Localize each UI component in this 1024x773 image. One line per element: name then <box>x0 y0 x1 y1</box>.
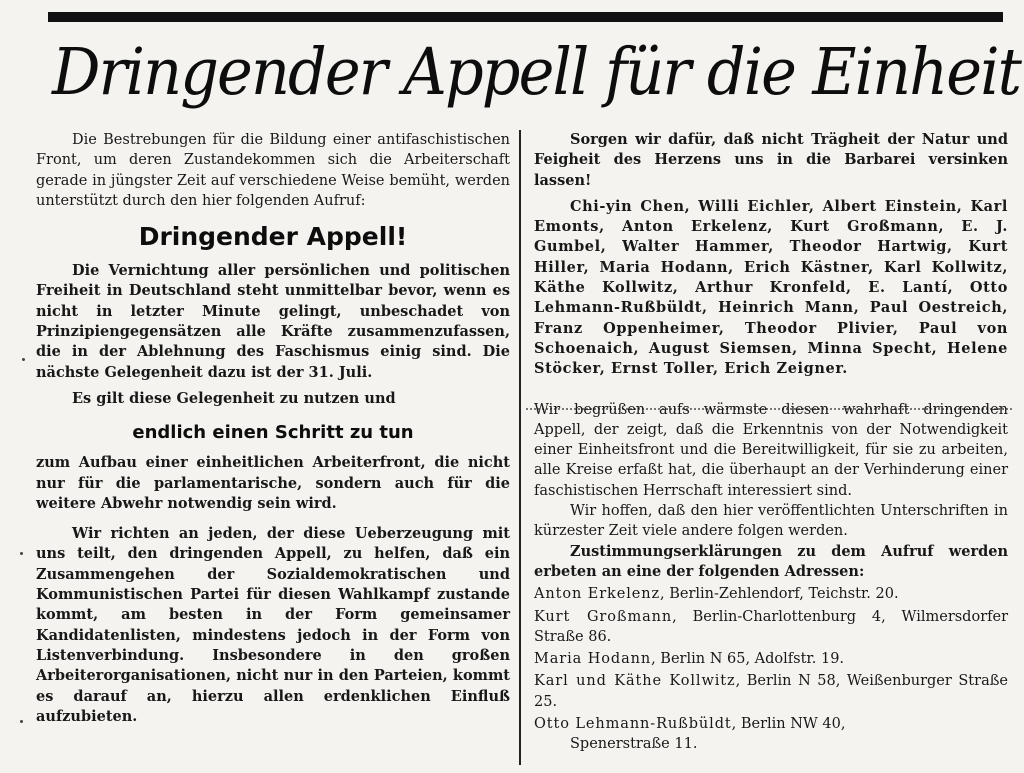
address-line: , Berlin N 58, Weißenburger Straße 25. <box>534 673 1008 710</box>
appeal-paragraph-1: Die Vernichtung aller persönlichen und politischen Freiheit in Deutschland steht unmittelbar bevor, wenn es nicht in letzter Minute gelingt, unbeschadet von Prinzipiengegensätzen alle Kräfte zusammenzufassen, die in der Ablehnung des Faschismus einig sind. Die nächste Gelegenheit dazu ist der 31. Juli. <box>36 262 510 381</box>
address-item <box>534 584 1008 604</box>
appeal-paragraph-3: zum Aufbau einer einheitlichen Arbeiterfront, die nicht nur für die parlamentarische, sondern auch für die weitere Abwehr notwendig sein wird. <box>36 454 510 512</box>
appeal-paragraph-2: Es gilt diese Gelegenheit zu nutzen und <box>72 389 396 407</box>
hope-paragraph: Wir hoffen, daß den hier veröffentlichten Unterschriften in kürzester Zeit viele andere folgen werden. <box>534 503 1008 540</box>
address-line: , Berlin-Zehlendorf, Teichstr. 20. <box>660 586 899 603</box>
appeal-paragraph-4: Wir richten an jeden, der diese Ueberzeugung mit uns teilt, den dringenden Appell, zu helfen, daß ein Zusammengehen der Sozialdemokratischen und Kommunistischen Partei für diesen Wahlkampf zustande kommt, am besten in der Form gemeinsamer Kandidatenlisten, mindestens jedoch in der Form von Listenverbindung. Insbesondere in den großen Arbeiterorganisationen, nicht nur in den Parteien, kommt es darauf an, hierzu allen erdenklichen Einfluß aufzubieten. <box>36 525 510 725</box>
signatories-list: Chi-yin Chen, Willi Eichler, Albert Einstein, Karl Emonts, Anton Erkelenz, Kurt Großmann, E. J. Gumbel, Walter Hammer, Theodor Hartwig, Kurt Hiller, Maria Hodann, Erich Kästner, Karl Kollwitz, Käthe Kollwitz, Arthur Kronfeld, E. Lantí, Otto Lehmann-Rußbüldt, Heinrich Mann, Paul Oestreich, Franz Oppenheimer, Theodor Plivier, Paul von Schoenaich, August Siemsen, Minna Specht, Helene Stöcker, Ernst Toller, Erich Zeigner. <box>534 197 1008 378</box>
address-name: Maria Hodann <box>534 651 652 668</box>
address-item <box>534 714 1008 755</box>
endorsement-section <box>534 400 1008 755</box>
intro-paragraph: Die Bestrebungen für die Bildung einer antifaschistischen Front, um deren Zustandekommen sich die Arbeiterschaft gerade in jüngster Zeit auf verschiedene Weise bemüht, werden unterstützt durch den hier folgenden Aufruf: <box>36 132 510 209</box>
appeal-subheading: Dringender Appell! <box>138 222 408 252</box>
headline: Dringender Appell für die Einheit <box>52 35 1021 110</box>
address-item <box>534 607 1008 648</box>
address-item <box>534 649 1008 669</box>
step-subheading: endlich einen Schritt zu tun <box>132 422 414 444</box>
print-speck <box>20 720 23 723</box>
address-intro: Zustimmungserklärungen zu dem Aufruf werden erbeten an eine der folgenden Adressen: <box>534 542 1008 580</box>
closing-paragraph: Sorgen wir dafür, daß nicht Trägheit der Natur und Feigheit des Herzens uns in die Barbarei versinken lassen! <box>534 131 1008 189</box>
address-line: , Berlin N 65, Adolfstr. 19. <box>651 651 845 668</box>
address-name: Anton Erkelenz <box>534 586 660 603</box>
address-name: Otto Lehmann-Rußbüldt <box>534 716 732 733</box>
top-rule <box>48 12 1003 22</box>
address-line: , Berlin-Charlottenburg 4, Wilmersdorfer Straße 86. <box>534 608 1009 645</box>
address-name: Karl und Käthe Kollwitz <box>534 673 736 690</box>
print-speck <box>22 358 25 361</box>
endorsement-paragraph: Wir begrüßen aufs wärmste diesen wahrhaft dringenden Appell, der zeigt, daß die Erkenntnis von der Notwendigkeit einer Einheitsfront und die Bereitwilligkeit, für sie zu arbeiten, alle Kreise erfaßt hat, die überhaupt an der Verhinderung einer faschistischen Herrschaft interessiert sind. <box>534 401 1008 499</box>
address-line-2: Spenerstraße 11. <box>570 736 698 753</box>
left-column <box>36 130 510 727</box>
column-divider <box>519 130 521 765</box>
print-speck <box>20 552 23 555</box>
address-line: , Berlin NW 40, <box>731 716 846 733</box>
address-name: Kurt Großmann <box>534 608 673 625</box>
right-column <box>534 130 1008 755</box>
address-item <box>534 671 1008 712</box>
